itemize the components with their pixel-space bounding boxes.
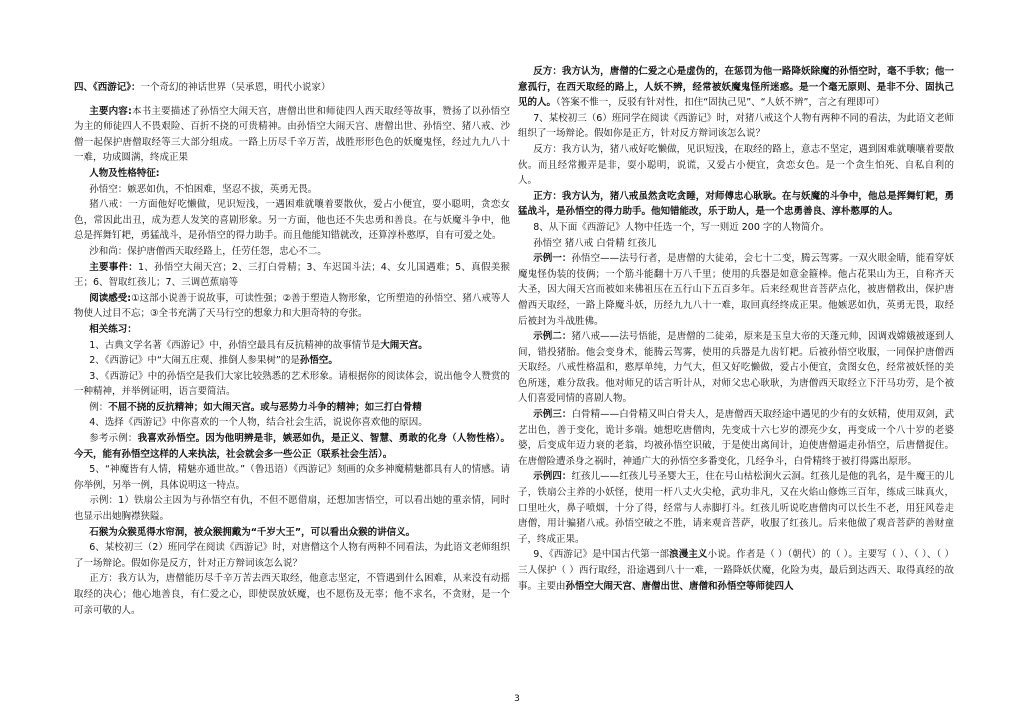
question-6: 6、某校初三（2）班同学在阅读《西游记》时，对唐僧这个人物有两种不同看法，为此语文老师组织了一场辩论。假如你是反方，针对正方辩词该怎么说？ [74, 542, 510, 569]
reading-feeling-paragraph [74, 291, 510, 322]
question-7-pro [518, 189, 954, 220]
question-4-reference-label: 参考示例： [89, 433, 138, 445]
question-4: 4、选择《西游记》中你喜欢的一个人物，结合社会生活，说说你喜欢他的原因。 [89, 417, 428, 429]
question-5-example-2: 石猴为众猴觅得水帘洞，被众猴拥戴为“千岁大王”，可以看出众猴的讲信义。 [89, 526, 416, 538]
question-1-text: 1、古典文学名著《西游记》中，孙悟空最具有反抗精神的故事情节是 [89, 339, 381, 351]
right-column [518, 64, 954, 594]
question-3: 3、《西游记》中的孙悟空是我们大家比较熟悉的艺术形象。请根据你的阅读体会，说出他令人赞赏的一种精神，并举例证明，语言要简洁。 [74, 370, 510, 398]
example-3-text: 白骨精——白骨精又叫白骨夫人，是唐僧西天取经途中遇见的少有的女妖精，使用双剑，武艺出色，善于变化，诡计多端。她想吃唐僧肉，先变成十六七岁的漂亮少女，再变成一个八十岁的老婆婆，后变成年迈力衰的老翁，均被孙悟空识破，于是使出离间计，迫使唐僧逼走孙悟空，后唐僧捉住。在唐僧险遭杀身之祸时，神通广大的孙悟空多番变化，几经争斗，白骨精终于被打得露出原形。 [518, 409, 954, 467]
left-column [74, 62, 510, 618]
example-3 [518, 407, 954, 469]
character-sunwukong: 孙悟空：嫉恶如仇，不怕困难，坚忍不拔，英勇无畏。 [89, 183, 318, 195]
reading-feeling-text: ①这部小说善于说故事，可读性强；②善于塑造人物形象，它所塑造的孙悟空、猪八戒等人物使人过目不忘；③全书充满了天马行空的想象力和大胆奇特的夸张。 [74, 292, 510, 320]
main-events-paragraph [74, 260, 510, 291]
example-1-label: 示例一： [533, 253, 572, 265]
question-2-text: 2、《西游记》中“大闹五庄观、推倒人参果树”的是 [89, 355, 300, 367]
character-shaheshang: 沙和尚：保护唐僧西天取经路上，任劳任怨，忠心不二。 [89, 245, 327, 257]
question-8-names: 孙悟空 猪八戒 白骨精 红孩儿 [533, 237, 657, 249]
question-7-pro-label: 正方： [533, 190, 562, 202]
question-9-text-d: 孙悟空大闹天宫、唐僧出世、唐僧和孙悟空等师徒四人 [565, 580, 794, 592]
section-heading-note: 一个奇幻的神话世界（吴承恩，明代小说家） [140, 82, 331, 93]
question-3-example-label: 例： [89, 401, 109, 413]
question-4-reference-text: 我喜欢孙悟空。因为他明辨是非，嫉恶如仇，是正义、智慧、勇敢的化身（人物性格）。今天，能有孙悟空这样的人来执法，社会就会多一些公正（联系社会生活）。 [74, 433, 510, 460]
section-heading: 四、《西游记》： [74, 82, 141, 93]
question-6-con [518, 64, 954, 111]
question-9-text-c: 小说。作者是（ ）（朝代）的（ ）。主要写（ ）、（ ）、（ ）三人保护（ ）西行取经，沿途遇到八十一难，一路降妖伏魔，化险为夷，最后到达西天、取得真经的故事。主要由 [518, 549, 954, 592]
question-1-answer: 大闹天宫。 [380, 339, 428, 351]
question-6-con-label: 反方： [533, 66, 562, 77]
question-6-con-note: （答案不惟一，反驳有针对性，扣住“固执己见”、“人妖不辨”，言之有理即可） [556, 97, 885, 109]
characters-heading: 人物及性格特征: [89, 167, 160, 179]
example-2-label: 示例二： [533, 331, 572, 343]
main-content-paragraph [74, 104, 510, 166]
example-4-label: 示例四： [533, 471, 572, 483]
question-7-pro-text: 我方认为，猪八戒虽然贪吃贪睡，对师傅忠心耿耿。在与妖魔的斗争中，他总是挥舞钉耙，勇猛战斗，是孙悟空的得力助手。他知错能改，乐于助人，是一个忠勇善良、淳朴憨厚的人。 [518, 190, 954, 218]
question-3-example-text: 不屈不挠的反抗精神；如大闹天宫。或与恶势力斗争的精神；如三打白骨精 [108, 401, 422, 413]
example-1 [518, 251, 954, 329]
question-6-con-text: 我方认为，唐僧的仁爱之心是虚伪的，在惩罚为他一路降妖除魔的孙悟空时，毫不手软；他一意孤行，在西天取经的路上，人妖不辨，经常被妖魔鬼怪所迷惑。是一个毫无原则、是非不分、固执己见的人。 [518, 66, 954, 109]
question-7-con: 反方：我方认为，猪八戒好吃懒做，见识短浅，在取经的路上，意志不坚定，遇到困难就嚷嚷着要散伙。而且经常搬弄是非，耍小聪明，说谎，又爱占小便宜，贪恋女色。是一个贪生怕死、自私自利的人。 [518, 143, 954, 187]
question-5-example: 示例：1）铁扇公主因为与孙悟空有仇，不但不愿借扇，还想加害悟空，可以看出她的重亲情，同时也显示出她胸襟狭隘。 [74, 495, 510, 523]
main-events-label: 主要事件： [89, 261, 139, 273]
question-7: 7、某校初三（6）班同学在阅读《西游记》时，对猪八戒这个人物有两种不同的看法，为此语文老师组织了一场辩论。假如你是正方，针对反方辩词该怎么说？ [518, 112, 954, 140]
main-content-text: 本书主要描述了孙悟空大闹天宫，唐僧出世和师徒四人西天取经等故事，赞扬了以孙悟空为主的师徒四人不畏艰险、百折不挠的可贵精神。由孙悟空大闹天宫、唐僧出世、孙悟空、猪八戒、沙僧一起保护唐僧取经等三大部分组成。一路上历尽千辛万苦，战胜形形色色的妖魔鬼怪，经过九九八十一难，功成圆满，终成正果 [74, 105, 510, 164]
question-2 [74, 353, 510, 369]
page-number: 3 [514, 694, 520, 704]
question-9 [518, 547, 954, 594]
main-content-label: 主要内容: [89, 105, 132, 117]
section-title [74, 80, 510, 96]
question-1 [74, 338, 510, 354]
reading-feeling-label: 阅读感受: [89, 292, 132, 304]
example-2 [518, 329, 954, 407]
question-9-answer: 浪漫主义 [669, 549, 708, 561]
example-2-text: 猪八戒——法号悟能，是唐僧的二徒弟，原来是玉皇大帝的天蓬元帅，因调戏嫦娥被逐到人间，错投猪胎。他会变身术，能腾云驾雾，使用的兵器是九齿钉耙。后被孙悟空收服，一同保护唐僧西天取经。八戒性格温和，憨厚单纯，力气大，但又好吃懒做，爱占小便宜，贪图女色，经常被妖怪的美色所迷，难分敌我。他对师兄的话言听计从，对师父忠心耿耿，为唐僧西天取经立下汗马功劳，是个被人们喜爱同情的喜剧人物。 [518, 331, 954, 405]
question-8: 8、从下面《西游记》人物中任选一个，写一则近 200 字的人物简介。 [533, 221, 830, 233]
example-4 [518, 469, 954, 547]
main-events-text: 1、孙悟空大闹天宫；2、三打白骨精；3、车迟国斗法；4、女儿国遇难；5、真假美猴王；6、智取红孩儿；7、三调芭蕉扇等 [74, 261, 510, 289]
example-1-text: 孙悟空——法号行者，是唐僧的大徒弟，会七十二变，腾云驾雾。一双火眼金睛，能看穿妖魔鬼怪伪装的伎俩；一个筋斗能翻十万八千里；使用的兵器是如意金箍棒。他占花果山为王，自称齐天大圣，因大闹天宫而被如来佛祖压在五行山下五百多年。后来经观世音菩萨点化，被唐僧救出，保护唐僧西天取经，一路上降魔斗妖，历经九九八十一难，取回真经终成正果。他嫉恶如仇，英勇无畏，取经后被封为斗战胜佛。 [518, 253, 954, 327]
question-9-text-a: 9、《西游记》是中国古代第一部 [533, 549, 670, 561]
question-3-example [74, 400, 510, 416]
character-zhubajie: 猪八戒：一方面他好吃懒做，见识短浅，一遇困难就嚷着要散伙，爱占小便宜，耍小聪明，贪恋女色，常因此出丑，成为惹人发笑的喜剧形象。另一方面，他也还不失忠勇和善良。在与妖魔斗争中，他总是挥舞钉耙，勇猛战斗，是孙悟空的得力助手。而且他能知错就改，还算淳朴憨厚，自有可爱之处。 [74, 199, 510, 242]
practice-heading: 相关练习： [89, 323, 137, 335]
example-3-label: 示例三： [533, 409, 572, 421]
question-6-pro: 正方：我方认为，唐僧能历尽千辛万苦去西天取经，他意志坚定，不管遇到什么困难，从来没有动摇取经的决心；他心地善良，有仁爱之心，即使误放妖魔，也不愿伤及无辜；他不求名，不贪财，是一个可亲可敬的人。 [74, 573, 510, 616]
example-4-text: 红孩儿——红孩儿号圣婴大王，住在号山枯松涧火云洞。红孩儿是他的乳名，是牛魔王的儿子，铁扇公主养的小妖怪，使用一杆八丈火尖枪，武功非凡，又在火焰山修炼三百年，练成三昧真火，口里吐火，鼻子喷烟，十分了得，经常与人赤脚打斗。红孩儿听说吃唐僧肉可以长生不老，用狂风卷走唐僧，用计骗猪八戒。孙悟空破之不胜，请来观音菩萨，收服了红孩儿。后来他做了观音菩萨的善财童子，终成正果。 [518, 471, 954, 545]
question-5: 5、“神魔皆有人情，精魅亦通世故。”（鲁迅语）《西游记》刻画的众多神魔精魅都具有人的情感。请你举例，另举一例，具体说明这一特点。 [74, 464, 510, 491]
question-4-reference [74, 431, 510, 462]
question-2-answer: 孙悟空。 [299, 355, 338, 367]
